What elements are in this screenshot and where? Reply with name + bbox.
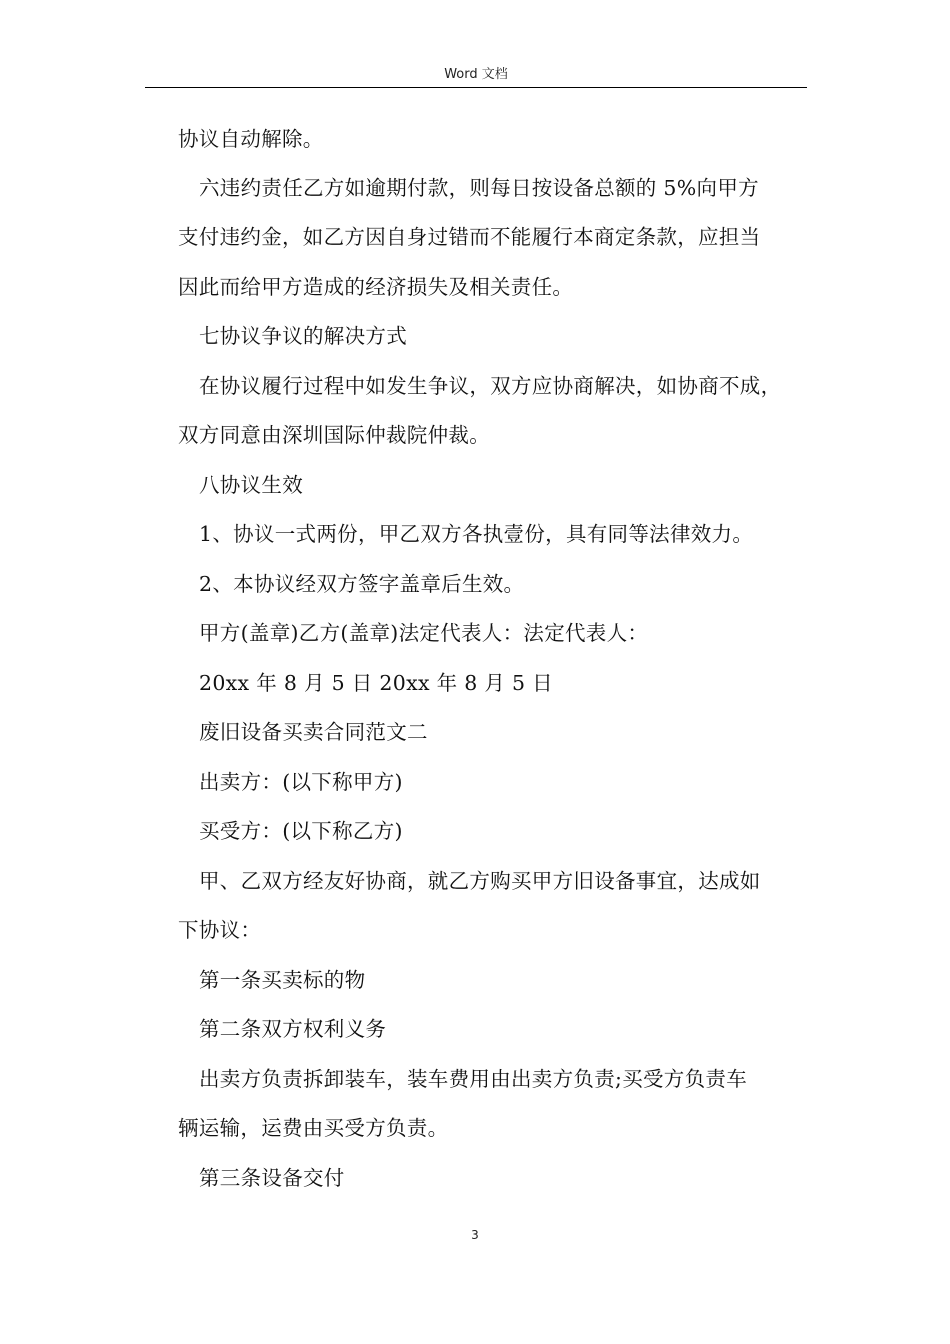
- paragraph-line: 出卖方负责拆卸装车，装车费用由出卖方负责;买受方负责车: [199, 1067, 748, 1091]
- list-item: 2、本协议经双方签字盖章后生效。: [199, 572, 525, 596]
- page-header: Word 文档: [444, 67, 508, 82]
- paragraph-line: 辆运输，运费由买受方负责。: [178, 1116, 449, 1140]
- list-item: 1、协议一式两份，甲乙双方各执壹份，具有同等法律效力。: [199, 522, 754, 546]
- article-heading: 第一条买卖标的物: [199, 968, 366, 992]
- signature-line: 甲方(盖章)乙方(盖章)法定代表人：法定代表人：: [199, 621, 649, 645]
- section-heading: 七协议争议的解决方式: [199, 324, 407, 348]
- article-heading: 第三条设备交付: [199, 1166, 345, 1190]
- paragraph-line: 协议自动解除。: [178, 127, 324, 151]
- paragraph-line: 在协议履行过程中如发生争议，双方应协商解决，如协商不成，: [199, 374, 782, 398]
- document-subtitle: 废旧设备买卖合同范文二: [199, 720, 428, 744]
- page-number: 3: [471, 1228, 479, 1242]
- article-heading: 第二条双方权利义务: [199, 1017, 387, 1041]
- party-line: 买受方：(以下称乙方): [199, 819, 403, 843]
- section-heading: 八协议生效: [199, 473, 303, 497]
- paragraph-line: 甲、乙双方经友好协商，就乙方购买甲方旧设备事宜，达成如: [199, 869, 761, 893]
- header-divider: [145, 87, 807, 88]
- paragraph-line: 六违约责任乙方如逾期付款，则每日按设备总额的 5%向甲方: [199, 176, 759, 200]
- paragraph-line: 支付违约金，如乙方因自身过错而不能履行本商定条款，应担当: [178, 225, 761, 249]
- paragraph-line: 因此而给甲方造成的经济损失及相关责任。: [178, 275, 574, 299]
- paragraph-line: 双方同意由深圳国际仲裁院仲裁。: [178, 423, 490, 447]
- paragraph-line: 下协议：: [178, 918, 262, 942]
- party-line: 出卖方：(以下称甲方): [199, 770, 403, 794]
- date-line: 20xx 年 8 月 5 日 20xx 年 8 月 5 日: [199, 671, 553, 695]
